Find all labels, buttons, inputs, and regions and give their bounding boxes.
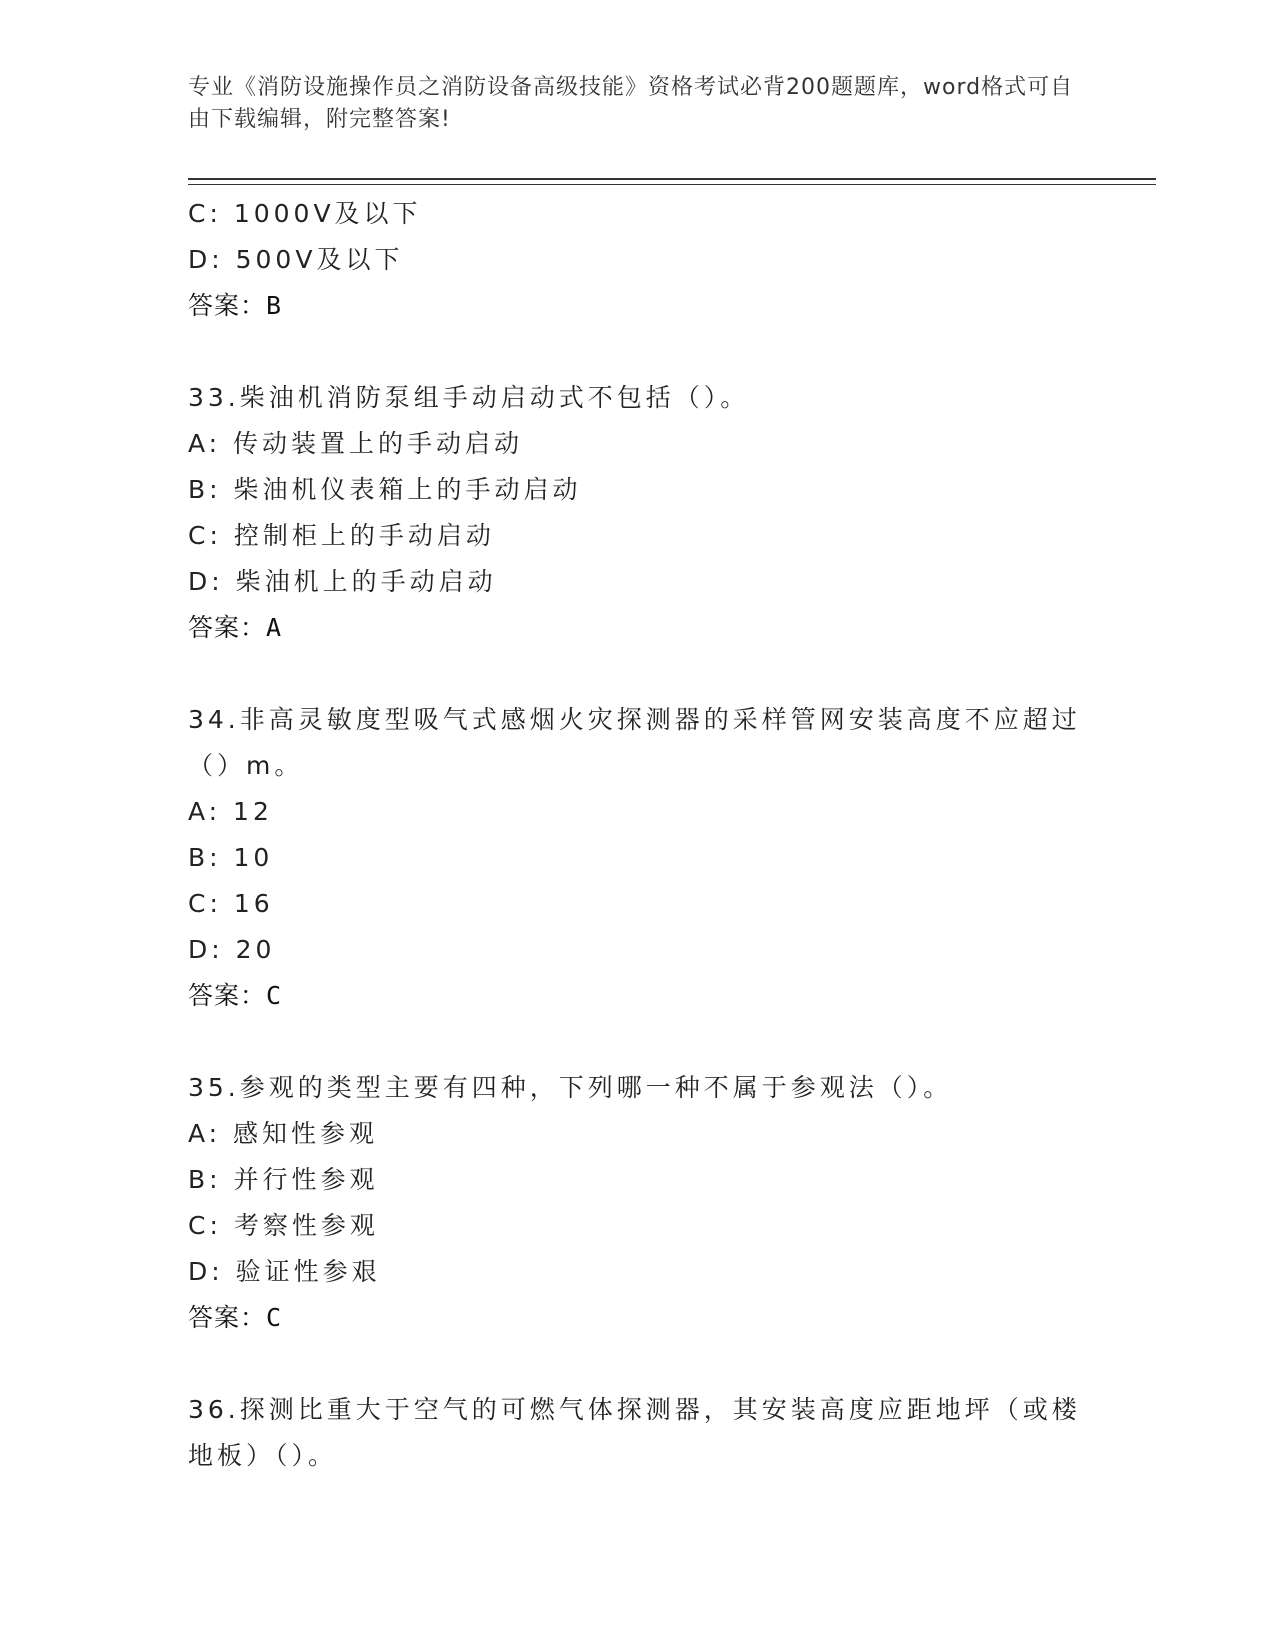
- answer-value: C: [266, 1303, 283, 1332]
- question-stem: 35.参观的类型主要有四种，下列哪一种不属于参观法（）。: [188, 1073, 953, 1102]
- option-a: A: 感知性参观: [188, 1119, 379, 1148]
- question-stem: 34.非高灵敏度型吸气式感烟火灾探测器的采样管网安装高度不应超过（）m。: [188, 705, 1081, 780]
- document-header: [188, 72, 1088, 136]
- answer-line: [188, 973, 1088, 1019]
- option-b: B: 柴油机仪表箱上的手动启动: [188, 475, 582, 504]
- answer-label: 答案：: [188, 613, 267, 642]
- answer-line: [188, 283, 1088, 329]
- option-a: A: 12: [188, 797, 273, 826]
- header-divider-thin: [188, 184, 1156, 185]
- option-a: A: 传动装置上的手动启动: [188, 429, 524, 458]
- answer-label: 答案：: [188, 981, 267, 1010]
- answer-value: B: [266, 291, 283, 320]
- question-33: [188, 375, 1088, 651]
- question-36: [188, 1387, 1088, 1479]
- header-text: 专业《消防设施操作员之消防设备高级技能》资格考试必背200题题库，word格式可自由下载编辑，附完整答案!: [188, 75, 1074, 132]
- answer-line: [188, 1295, 1088, 1341]
- option-c: C: 16: [188, 889, 274, 918]
- option-d: D: 20: [188, 935, 276, 964]
- header-divider-thick: [188, 178, 1156, 180]
- option-b: B: 并行性参观: [188, 1165, 379, 1194]
- option-b: B: 10: [188, 843, 274, 872]
- option-c: C: 控制柜上的手动启动: [188, 521, 495, 550]
- answer-label: 答案：: [188, 291, 267, 320]
- answer-label: 答案：: [188, 1303, 267, 1332]
- answer-value: A: [266, 613, 283, 642]
- question-stem: 33.柴油机消防泵组手动启动式不包括（）。: [188, 383, 750, 412]
- question-34: [188, 697, 1088, 1019]
- option-d: D: 柴油机上的手动启动: [188, 567, 497, 596]
- option-c: C: 考察性参观: [188, 1211, 379, 1240]
- answer-line: [188, 605, 1088, 651]
- question-stem: 36.探测比重大于空气的可燃气体探测器，其安装高度应距地坪（或楼地板）（）。: [188, 1395, 1081, 1470]
- question-35: [188, 1065, 1088, 1341]
- answer-value: C: [266, 981, 283, 1010]
- question-fragment: [188, 191, 1088, 329]
- question-list: [188, 191, 1088, 1479]
- option-d: D: 500V及以下: [188, 245, 404, 274]
- option-d: D: 验证性参艰: [188, 1257, 381, 1286]
- option-c: C: 1000V及以下: [188, 199, 422, 228]
